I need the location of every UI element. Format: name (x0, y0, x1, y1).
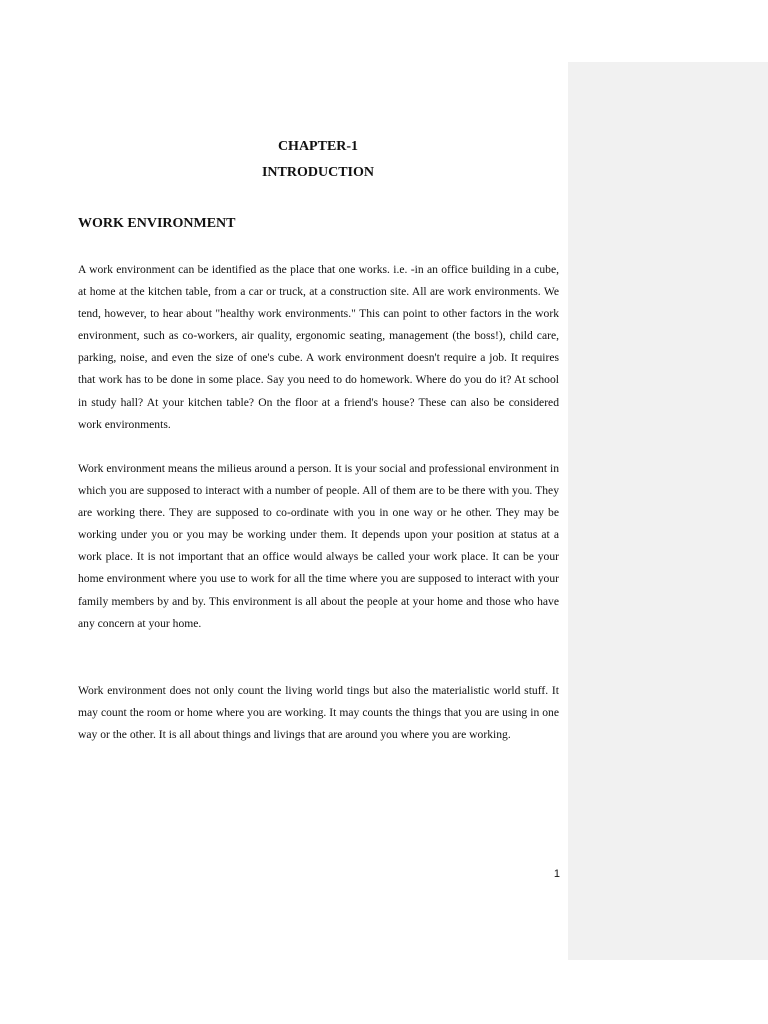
paragraph: A work environment can be identified as the place that one works. i.e. -in an office building in a cube, at home at the kitchen table, from a car or truck, at a construction site. All are work environments. We tend, however, to hear about "healthy work environments." This can point to other factors in the work environment, such as co-workers, air quality, ergonomic seating, management (the boss!), child care, parking, noise, and even the size of one's cube. A work environment doesn't require a job. It requires that work has to be done in some place. Say you need to do homework. Where do you do it? At school in study hall? At your kitchen table? On the floor at a friend's house? These can also be considered work environments. (78, 263, 559, 431)
chapter-number: CHAPTER-1 (277, 139, 359, 154)
comment-pane (568, 62, 768, 960)
page-number: 1 (553, 868, 560, 880)
paragraph: Work environment means the milieus around a person. It is your social and professional environment in which you are supposed to interact with a number of people. All of them are to be there with you. They are working there. They are supposed to co-ordinate with you in one way or he other. They may be working under you or you may be working under them. It depends upon your position at status at a work place. It is not important that an office would always be called your work place. It can be your home environment where you use to work for all the time where you are supposed to interact with your family members by and by. This environment is all about the people at your home and those who have any concern at your home. (78, 462, 559, 630)
paragraph: Work environment does not only count the living world tings but also the materialistic world stuff. It may count the room or home where you are working. It may counts the things that you are using in one way or the other. It is all about things and livings that are around you where you are working. (78, 684, 559, 742)
section-heading: WORK ENVIRONMENT (78, 216, 236, 231)
chapter-title: INTRODUCTION (261, 165, 374, 180)
